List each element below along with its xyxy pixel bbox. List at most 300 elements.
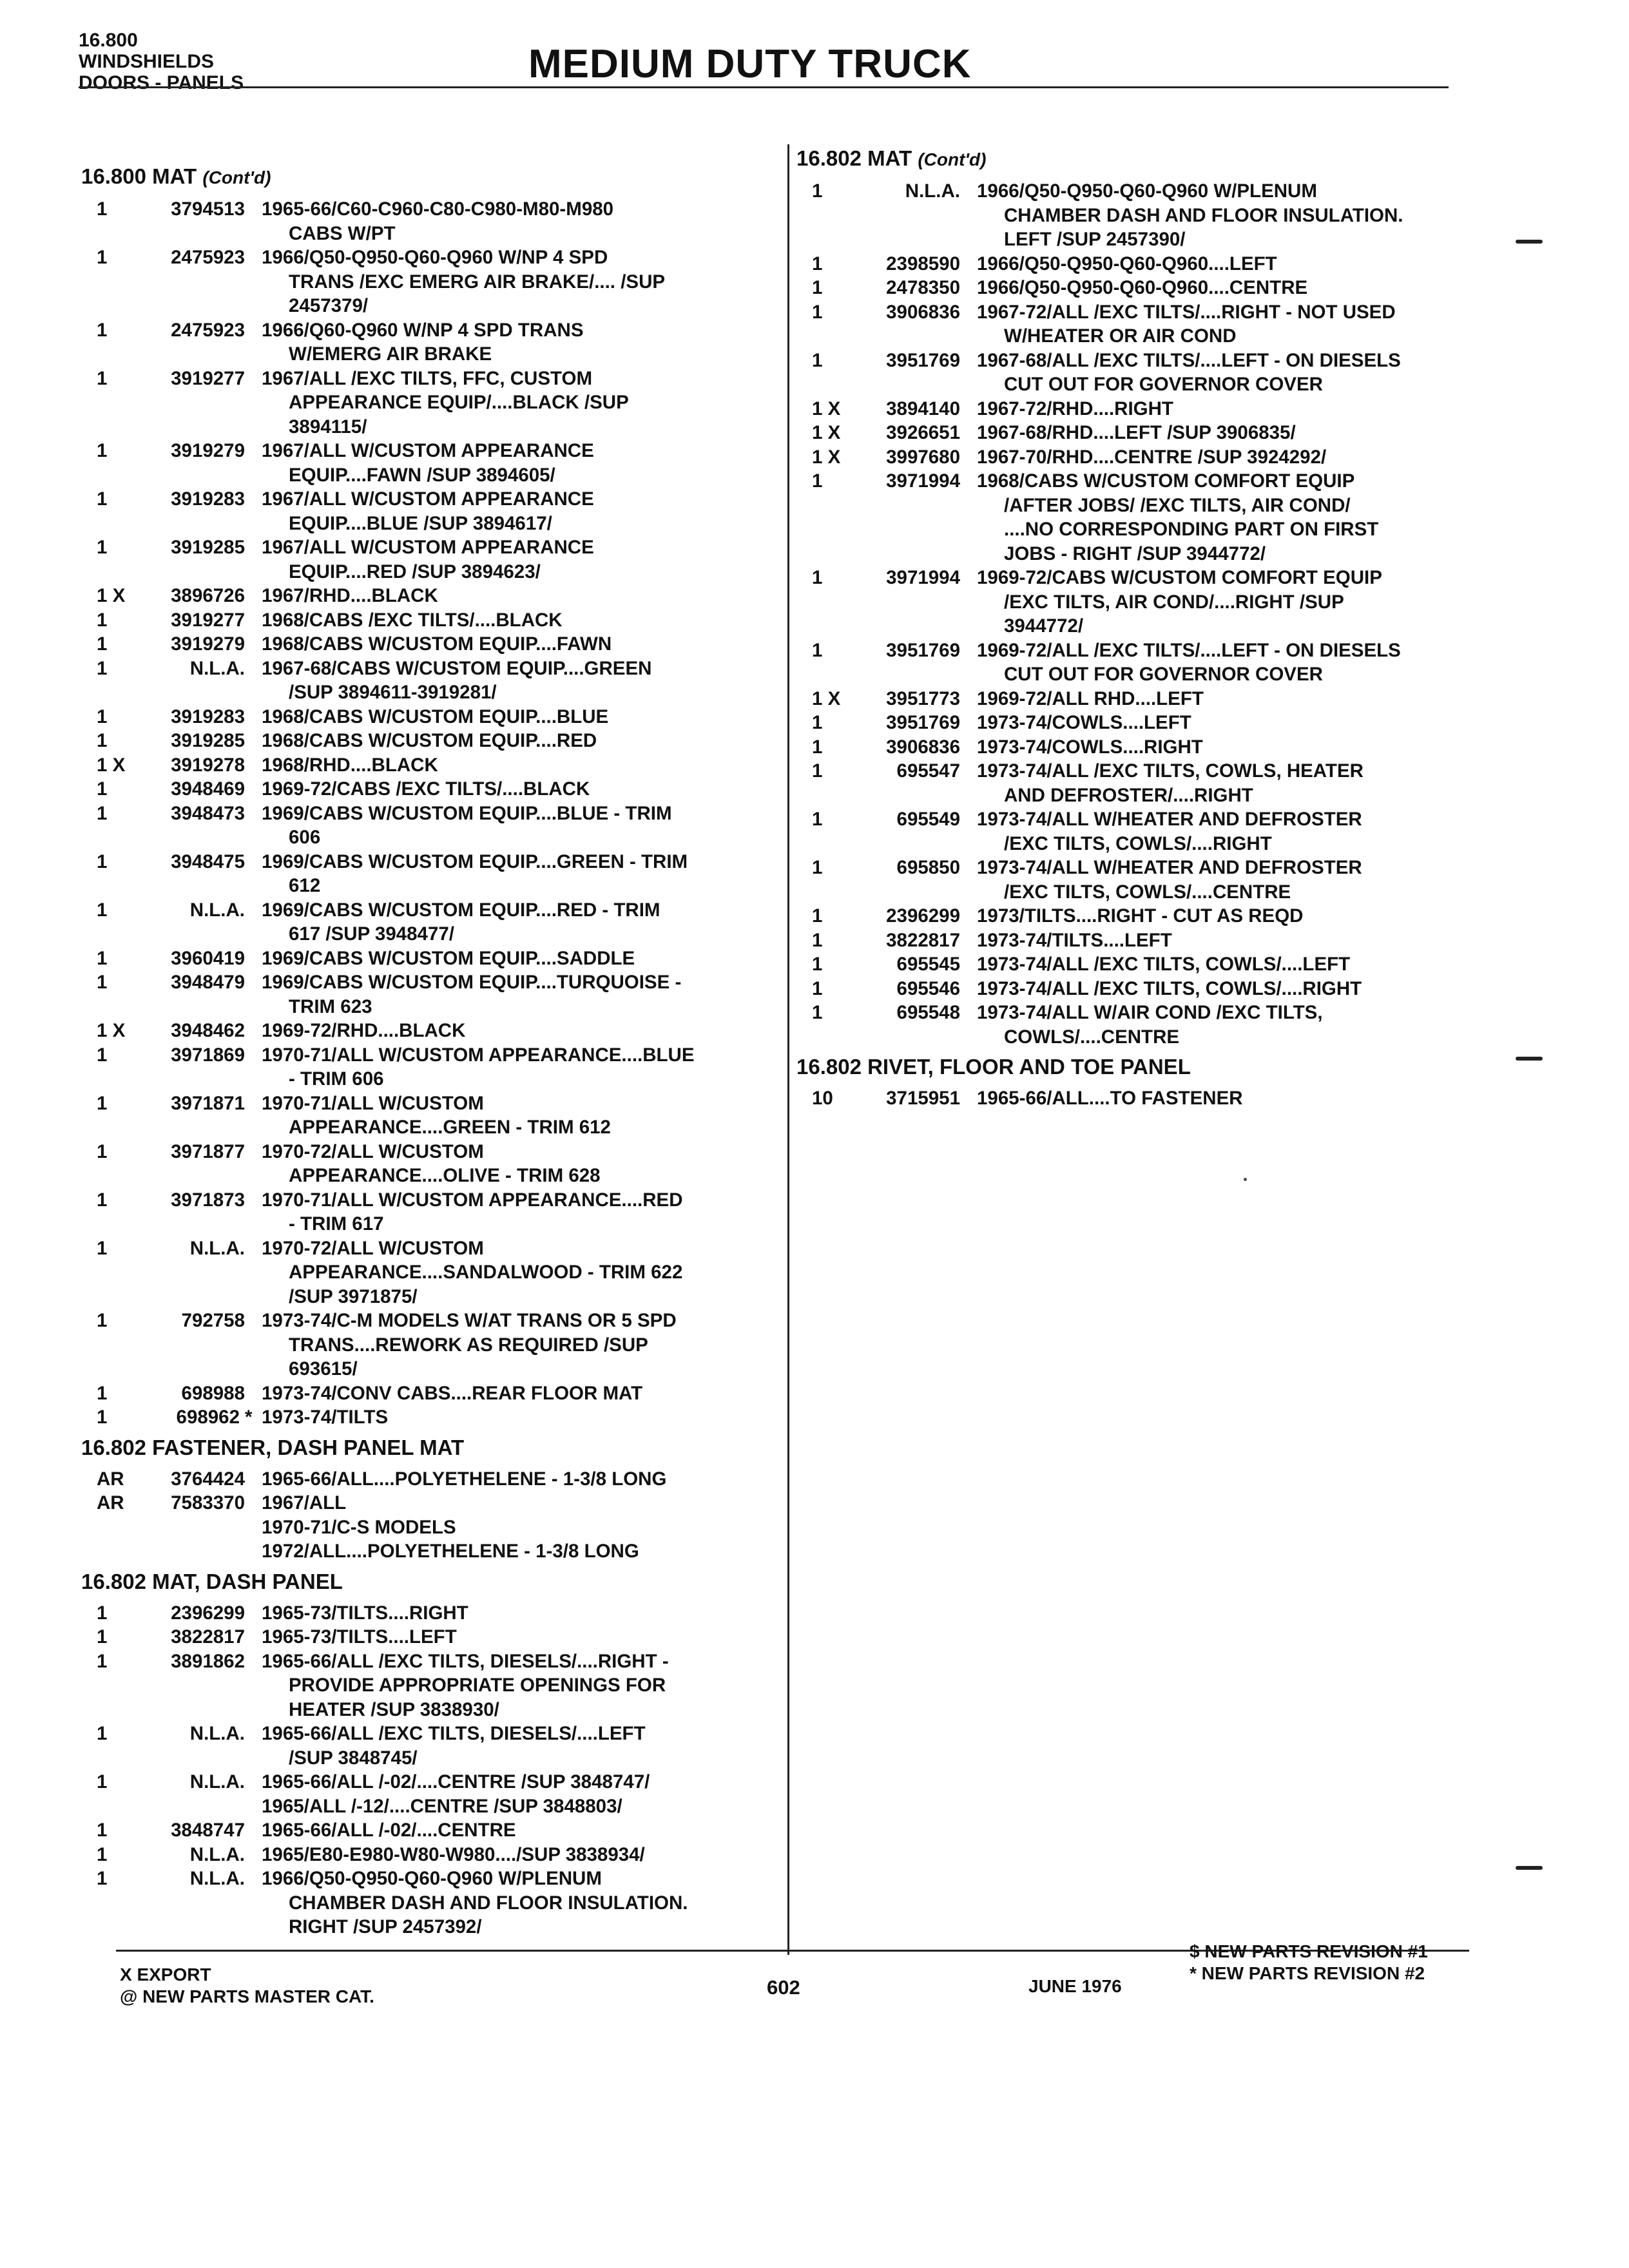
- part-number: [851, 445, 977, 470]
- entry-description: [977, 300, 1469, 349]
- part-number: [851, 252, 977, 276]
- entry-quantity: 1: [97, 1044, 108, 1066]
- entry-description: [262, 487, 728, 535]
- entry-description: [977, 928, 1469, 953]
- entry-quantity: 1: [812, 954, 823, 975]
- description-line: 1973-74/ALL W/HEATER AND DEFROSTER: [977, 809, 1362, 830]
- margin-mark: [1516, 240, 1543, 244]
- part-number-text: 3951769: [886, 712, 960, 733]
- catalog-entry: [84, 729, 728, 753]
- description-line: 1969/CABS W/CUSTOM EQUIP....RED - TRIM: [262, 899, 660, 921]
- description-line: 1967-72/ALL /EXC TILTS/....RIGHT - NOT USED: [977, 301, 1396, 323]
- part-number-text: 2475923: [171, 319, 245, 341]
- part-number: [851, 300, 977, 325]
- entry-description: [262, 1491, 728, 1564]
- description-line: 1969/CABS W/CUSTOM EQUIP....GREEN - TRIM: [262, 850, 688, 872]
- description-line: LEFT /SUP 2457390/: [1004, 229, 1186, 250]
- catalog-entry: [799, 639, 1469, 687]
- entry-description: [262, 802, 728, 850]
- entry-quantity: 1: [97, 1310, 108, 1331]
- entry-quantity: 1: [97, 778, 108, 800]
- entry-quantity: 1: [97, 609, 108, 631]
- catalog-entry: [84, 1867, 728, 1939]
- entry-quantity: 1: [97, 657, 108, 679]
- entry-quantity: 1: [812, 809, 823, 830]
- part-number-text: 3971871: [171, 1092, 245, 1114]
- entry-quantity: 1: [97, 1723, 108, 1744]
- entry-description: [262, 318, 728, 367]
- description-line: 1973-74/ALL W/AIR COND /EXC TILTS,: [977, 1002, 1323, 1023]
- entry-description: [262, 197, 728, 245]
- entry-description: [262, 1818, 728, 1843]
- entry-description: [262, 947, 728, 971]
- part-number: [135, 1818, 262, 1843]
- description-line: 1973-74/COWLS....LEFT: [977, 712, 1191, 733]
- catalog-entry: [84, 1491, 728, 1564]
- description-line: 1969-72/ALL /EXC TILTS/....LEFT - ON DIESELS: [977, 639, 1401, 661]
- entry-quantity: 1: [812, 857, 823, 878]
- entry-quantity: 1: [97, 488, 108, 510]
- entry-description: [262, 1770, 728, 1818]
- part-number-text: 3951773: [886, 687, 960, 709]
- description-line: RIGHT /SUP 2457392/: [289, 1916, 482, 1937]
- part-number-text: 2396299: [171, 1602, 245, 1624]
- description-line: HEATER /SUP 3838930/: [289, 1698, 499, 1720]
- part-number: [135, 318, 262, 343]
- part-number: [851, 1001, 977, 1025]
- entry-description: [262, 1867, 728, 1939]
- catalog-entry: [84, 970, 728, 1019]
- section-continued: (Cont'd): [918, 149, 987, 169]
- catalog-entry: [799, 735, 1469, 760]
- description-line: 1969-72/CABS W/CUSTOM COMFORT EQUIP: [977, 567, 1382, 588]
- part-number-text: 3906836: [886, 736, 960, 758]
- part-number-text: N.L.A.: [189, 899, 245, 921]
- part-number: [135, 1625, 262, 1649]
- header-line: 16.800: [79, 30, 138, 51]
- description-line: 1973-74/ALL /EXC TILTS, COWLS/....LEFT: [977, 954, 1351, 975]
- part-number: [135, 1601, 262, 1626]
- catalog-entry: [84, 1019, 728, 1043]
- part-number-text: 3951769: [886, 639, 960, 661]
- catalog-entry: [799, 904, 1469, 928]
- part-number-text: 3919285: [171, 537, 245, 558]
- section-header: [79, 30, 244, 93]
- description-line: 1967-68/CABS W/CUSTOM EQUIP....GREEN: [262, 657, 652, 679]
- entry-quantity: 1: [97, 1650, 108, 1672]
- description-line: 1965/E80-E980-W80-W980..../SUP 3838934/: [262, 1843, 645, 1865]
- catalog-entry: [84, 1770, 728, 1818]
- part-number: [135, 777, 262, 802]
- part-number: [851, 1086, 977, 1111]
- description-line: /SUP 3971875/: [289, 1285, 418, 1307]
- entry-description: [262, 1236, 728, 1309]
- part-number: 698962 *: [176, 1407, 253, 1428]
- description-line: 3894115/: [289, 416, 367, 437]
- part-number: [135, 947, 262, 971]
- part-number: [135, 1843, 262, 1867]
- description-line: 1973-74/ALL /EXC TILTS, COWLS, HEATER: [977, 760, 1364, 782]
- description-line: 1967/ALL /EXC TILTS, FFC, CUSTOM: [262, 367, 593, 389]
- entry-description: [262, 1309, 728, 1381]
- entry-quantity: 1: [97, 1771, 108, 1792]
- part-number-text: 3919279: [171, 633, 245, 655]
- part-number-text: 3906836: [886, 301, 960, 323]
- catalog-entry: [84, 535, 728, 584]
- entry-description: [262, 1649, 728, 1722]
- part-number: [135, 1770, 262, 1794]
- entry-description: [977, 735, 1469, 760]
- description-line: 1970-72/ALL W/CUSTOM: [262, 1140, 484, 1162]
- entry-description: [262, 705, 728, 729]
- page-title: MEDIUM DUTY TRUCK: [528, 42, 972, 86]
- catalog-entry: [799, 397, 1469, 421]
- part-number-text: 3919277: [171, 367, 245, 389]
- entry-quantity: 1: [812, 349, 823, 371]
- part-number: [851, 711, 977, 735]
- entry-description: [262, 1625, 728, 1649]
- catalog-entry: [84, 1309, 728, 1381]
- entry-quantity: 1: [812, 253, 823, 274]
- entry-quantity: 10: [812, 1088, 833, 1109]
- entry-description: [977, 904, 1469, 928]
- catalog-entry: [799, 566, 1469, 639]
- part-number-text: 3764424: [171, 1468, 245, 1490]
- part-number: [851, 276, 977, 300]
- description-line: 1973-74/TILTS....LEFT: [977, 929, 1172, 951]
- entry-description: [977, 469, 1469, 566]
- entry-quantity: 1: [97, 633, 108, 655]
- legend-export: X EXPORT: [120, 1965, 211, 1984]
- description-line: 1967/ALL W/CUSTOM APPEARANCE: [262, 537, 594, 558]
- header-line: WINDSHIELDS: [79, 51, 214, 72]
- description-line: /SUP 3894611-3919281/: [289, 682, 497, 703]
- part-number-text: 3971873: [171, 1189, 245, 1211]
- part-number-text: 2475923: [171, 247, 245, 268]
- description-line: 1973-74/ALL /EXC TILTS, COWLS/....RIGHT: [977, 977, 1362, 999]
- description-line: 1966/Q50-Q950-Q60-Q960 W/PLENUM: [977, 180, 1317, 202]
- part-number-text: 698962: [176, 1407, 240, 1428]
- description-line: 1965-66/C60-C960-C80-C980-M80-M980: [262, 198, 614, 220]
- description-line: 1969/CABS W/CUSTOM EQUIP....BLUE - TRIM: [262, 802, 672, 824]
- description-line: CHAMBER DASH AND FLOOR INSULATION.: [289, 1892, 688, 1914]
- entry-description: [262, 632, 728, 657]
- description-line: 2457379/: [289, 295, 369, 316]
- part-number-text: 3971869: [171, 1044, 245, 1066]
- catalog-entry: [799, 928, 1469, 953]
- entry-quantity: 1: [97, 1626, 108, 1648]
- legend-revision-1: $ NEW PARTS REVISION #1: [1190, 1941, 1428, 1961]
- part-number: [851, 179, 977, 204]
- part-number: [851, 687, 977, 711]
- entry-quantity: 1: [812, 977, 823, 999]
- part-number: [135, 705, 262, 729]
- catalog-entry: [84, 1843, 728, 1867]
- description-line: 1968/CABS W/CUSTOM EQUIP....FAWN: [262, 633, 612, 655]
- part-number-text: 3822817: [886, 929, 960, 951]
- entry-quantity: 1: [97, 537, 108, 558]
- description-line: 1973-74/COWLS....RIGHT: [977, 736, 1203, 758]
- description-line: 1968/CABS W/CUSTOM EQUIP....BLUE: [262, 706, 609, 727]
- catalog-entry: [799, 687, 1469, 711]
- description-line: 1973-74/TILTS: [262, 1407, 389, 1428]
- description-line: 1965-66/ALL....POLYETHELENE - 1-3/8 LONG: [262, 1468, 667, 1490]
- description-line: 1967-68/ALL /EXC TILTS/....LEFT - ON DIESELS: [977, 349, 1401, 371]
- part-number-text: 2396299: [886, 905, 960, 927]
- entry-description: [262, 898, 728, 947]
- part-number-text: N.L.A.: [189, 1868, 245, 1889]
- entry-quantity: 1: [97, 1843, 108, 1865]
- part-number: [135, 487, 262, 512]
- description-line: EQUIP....BLUE /SUP 3894617/: [289, 512, 552, 534]
- catalog-entry: [799, 349, 1469, 397]
- entry-quantity: 1: [97, 440, 108, 461]
- description-line: /EXC TILTS, AIR COND/....RIGHT /SUP: [1004, 591, 1344, 613]
- description-line: /SUP 3848745/: [289, 1747, 418, 1769]
- part-number: [135, 802, 262, 826]
- entry-quantity: 1: [97, 730, 108, 751]
- part-number: [851, 469, 977, 494]
- catalog-entry: [84, 1381, 728, 1406]
- entry-description: [262, 584, 728, 608]
- catalog-entry: [84, 802, 728, 850]
- catalog-entry: [84, 777, 728, 802]
- part-number: [135, 535, 262, 560]
- description-line: 1973/TILTS....RIGHT - CUT AS REQD: [977, 905, 1304, 927]
- part-number-text: 3848747: [171, 1820, 245, 1841]
- description-line: - TRIM 606: [289, 1068, 384, 1090]
- description-line: 1966/Q50-Q950-Q60-Q960 W/NP 4 SPD: [262, 247, 608, 268]
- entry-description: [977, 179, 1469, 252]
- entry-quantity: 1: [97, 198, 108, 220]
- description-line: 1969-72/CABS /EXC TILTS/....BLACK: [262, 778, 590, 800]
- description-line: /AFTER JOBS/ /EXC TILTS, AIR COND/: [1004, 494, 1351, 516]
- description-line: 3944772/: [1004, 615, 1084, 637]
- entry-description: [262, 245, 728, 318]
- entry-description: [262, 1043, 728, 1091]
- part-number: [851, 856, 977, 880]
- entry-description: [262, 1843, 728, 1867]
- part-number: [135, 1188, 262, 1213]
- right-column: [796, 140, 1469, 1111]
- part-number: [135, 1091, 262, 1116]
- entry-quantity: 1: [97, 850, 108, 872]
- section-continued: (Cont'd): [202, 168, 271, 187]
- description-line: TRIM 623: [289, 995, 372, 1017]
- catalog-entry: [799, 300, 1469, 349]
- catalog-entry: [84, 584, 728, 608]
- catalog-entry: [799, 952, 1469, 977]
- entry-quantity: 1: [97, 899, 108, 921]
- part-number: [135, 898, 262, 923]
- description-line: 1968/CABS /EXC TILTS/....BLACK: [262, 609, 563, 631]
- description-line: /EXC TILTS, COWLS/....RIGHT: [1004, 832, 1272, 854]
- entry-description: [262, 608, 728, 633]
- description-line: 1970-71/ALL W/CUSTOM: [262, 1092, 484, 1114]
- entry-description: [262, 657, 728, 705]
- entry-description: [977, 1001, 1469, 1049]
- part-number-text: 3919285: [171, 730, 245, 751]
- description-line: 1970-71/C-S MODELS: [262, 1516, 456, 1538]
- catalog-entry: [799, 179, 1469, 252]
- description-line: /EXC TILTS, COWLS/....CENTRE: [1004, 881, 1291, 903]
- part-number-text: 3919278: [171, 754, 245, 776]
- entry-description: [262, 970, 728, 1019]
- description-line: 1969/CABS W/CUSTOM EQUIP....TURQUOISE -: [262, 972, 682, 993]
- part-number-text: 3894140: [886, 398, 960, 419]
- part-number-text: 3997680: [886, 446, 960, 468]
- description-line: APPEARANCE....SANDALWOOD - TRIM 622: [289, 1262, 683, 1283]
- entry-description: [262, 367, 728, 439]
- description-line: 1967/ALL: [262, 1492, 347, 1514]
- description-line: 1972/ALL....POLYETHELENE - 1-3/8 LONG: [262, 1541, 639, 1562]
- catalog-entry: [84, 1091, 728, 1140]
- entry-quantity: 1: [97, 1237, 108, 1259]
- entry-description: [262, 753, 728, 778]
- part-number-text: N.L.A.: [189, 1771, 245, 1792]
- entry-description: [977, 952, 1469, 977]
- entry-quantity: 1 X: [812, 422, 841, 443]
- entry-description: [262, 777, 728, 802]
- header-divider: [79, 86, 1449, 88]
- entry-quantity: 1 X: [812, 446, 841, 468]
- margin-mark: [1516, 1057, 1543, 1061]
- part-number: [851, 759, 977, 783]
- description-line: 1967-72/RHD....RIGHT: [977, 398, 1173, 419]
- description-line: 1967-70/RHD....CENTRE /SUP 3924292/: [977, 446, 1327, 468]
- section-title-text: 16.802 MAT, DASH PANEL: [81, 1569, 343, 1593]
- entry-quantity: 1: [812, 736, 823, 758]
- entry-description: [262, 1467, 728, 1492]
- catalog-entry: [799, 276, 1469, 300]
- description-line: 1966/Q50-Q950-Q60-Q960....CENTRE: [977, 277, 1308, 298]
- entry-description: [262, 1405, 728, 1430]
- catalog-entry: [84, 1818, 728, 1843]
- part-number: [135, 1491, 262, 1515]
- entry-quantity: 1: [812, 1002, 823, 1023]
- part-number: [135, 753, 262, 778]
- part-number: [135, 729, 262, 753]
- description-line: 1968/RHD....BLACK: [262, 754, 438, 776]
- part-number-text: 3715951: [886, 1088, 960, 1109]
- part-number: [135, 1467, 262, 1492]
- entry-quantity: 1: [97, 1189, 108, 1211]
- catalog-entry: [799, 469, 1469, 566]
- entry-description: [262, 1188, 728, 1236]
- catalog-entry: [84, 947, 728, 971]
- description-line: 1970-71/ALL W/CUSTOM APPEARANCE....BLUE: [262, 1044, 695, 1066]
- section-title: [81, 1434, 728, 1462]
- entry-quantity: 1 X: [812, 398, 841, 419]
- description-line: 1973-74/ALL W/HEATER AND DEFROSTER: [977, 857, 1362, 878]
- part-number-text: 3971994: [886, 470, 960, 492]
- description-line: 1970-72/ALL W/CUSTOM: [262, 1237, 484, 1259]
- description-line: 1973-74/C-M MODELS W/AT TRANS OR 5 SPD: [262, 1310, 677, 1331]
- entry-quantity: 1: [812, 760, 823, 782]
- part-number-text: 3891862: [171, 1650, 245, 1672]
- entry-description: [262, 1601, 728, 1626]
- part-number: [135, 1236, 262, 1261]
- catalog-entry: [84, 1236, 728, 1309]
- catalog-entry: [84, 1722, 728, 1770]
- description-line: CUT OUT FOR GOVERNOR COVER: [1004, 374, 1323, 395]
- part-number: [851, 349, 977, 373]
- section-title: [796, 1053, 1469, 1081]
- entry-quantity: 1: [97, 319, 108, 341]
- part-number: [851, 639, 977, 663]
- part-number: [135, 1019, 262, 1043]
- part-number-text: 3948475: [171, 850, 245, 872]
- catalog-entry: [84, 632, 728, 657]
- description-line: ....NO CORRESPONDING PART ON FIRST: [1004, 519, 1379, 540]
- entry-quantity: AR: [97, 1492, 124, 1514]
- part-number-text: 792758: [181, 1310, 245, 1331]
- catalog-entry: [799, 977, 1469, 1001]
- part-number-text: 695549: [896, 809, 960, 830]
- catalog-entry: [84, 197, 728, 245]
- section-title-text: 16.800 MAT: [81, 164, 197, 188]
- description-line: 1967/ALL W/CUSTOM APPEARANCE: [262, 440, 594, 461]
- entry-quantity: 1: [812, 567, 823, 588]
- entry-quantity: 1: [97, 1820, 108, 1841]
- margin-mark: [1516, 1866, 1543, 1870]
- entry-quantity: 1: [97, 1382, 108, 1404]
- entry-quantity: 1: [97, 1602, 108, 1624]
- entry-description: [977, 856, 1469, 904]
- description-line: AND DEFROSTER/....RIGHT: [1004, 784, 1253, 806]
- part-number-text: 3926651: [886, 422, 960, 443]
- description-line: TRANS /EXC EMERG AIR BRAKE/.... /SUP: [289, 271, 666, 293]
- entry-description: [977, 445, 1469, 470]
- part-number-text: 3948462: [171, 1020, 245, 1041]
- part-number: [135, 1722, 262, 1746]
- part-number-text: 3951769: [886, 349, 960, 371]
- catalog-entry: [84, 487, 728, 535]
- part-number-text: N.L.A.: [189, 1723, 245, 1744]
- description-line: 1965-66/ALL /EXC TILTS, DIESELS/....LEFT: [262, 1723, 646, 1744]
- catalog-entry: [84, 1467, 728, 1492]
- entry-quantity: AR: [97, 1468, 124, 1490]
- legend-revision-2: * NEW PARTS REVISION #2: [1190, 1963, 1425, 1983]
- part-number: [851, 397, 977, 421]
- description-line: 1967-68/RHD....LEFT /SUP 3906835/: [977, 422, 1296, 443]
- catalog-entry: [84, 318, 728, 367]
- header-line: DOORS - PANELS: [79, 72, 244, 93]
- section-title: [796, 144, 1469, 174]
- catalog-entry: [84, 1625, 728, 1649]
- part-number: [851, 807, 977, 832]
- description-line: 617 /SUP 3948477/: [289, 923, 454, 945]
- catalog-entry: [84, 898, 728, 947]
- entry-description: [262, 729, 728, 753]
- entry-description: [262, 1140, 728, 1188]
- description-line: 1967/RHD....BLACK: [262, 585, 438, 606]
- description-line: 1973-74/CONV CABS....REAR FLOOR MAT: [262, 1382, 643, 1404]
- part-number: [135, 1381, 262, 1406]
- description-line: 1966/Q60-Q960 W/NP 4 SPD TRANS: [262, 319, 584, 341]
- entry-quantity: 1 X: [97, 1020, 126, 1041]
- catalog-entry: [799, 759, 1469, 807]
- part-number: [851, 977, 977, 1001]
- description-line: EQUIP....RED /SUP 3894623/: [289, 561, 541, 582]
- part-number-text: 2478350: [886, 277, 960, 298]
- speck: [1244, 1178, 1247, 1181]
- description-line: W/EMERG AIR BRAKE: [289, 343, 492, 365]
- entry-quantity: 1 X: [97, 585, 126, 606]
- catalog-entry: [84, 245, 728, 318]
- entry-description: [977, 1086, 1469, 1111]
- description-line: 1965-66/ALL /-02/....CENTRE /SUP 3848747/: [262, 1771, 650, 1792]
